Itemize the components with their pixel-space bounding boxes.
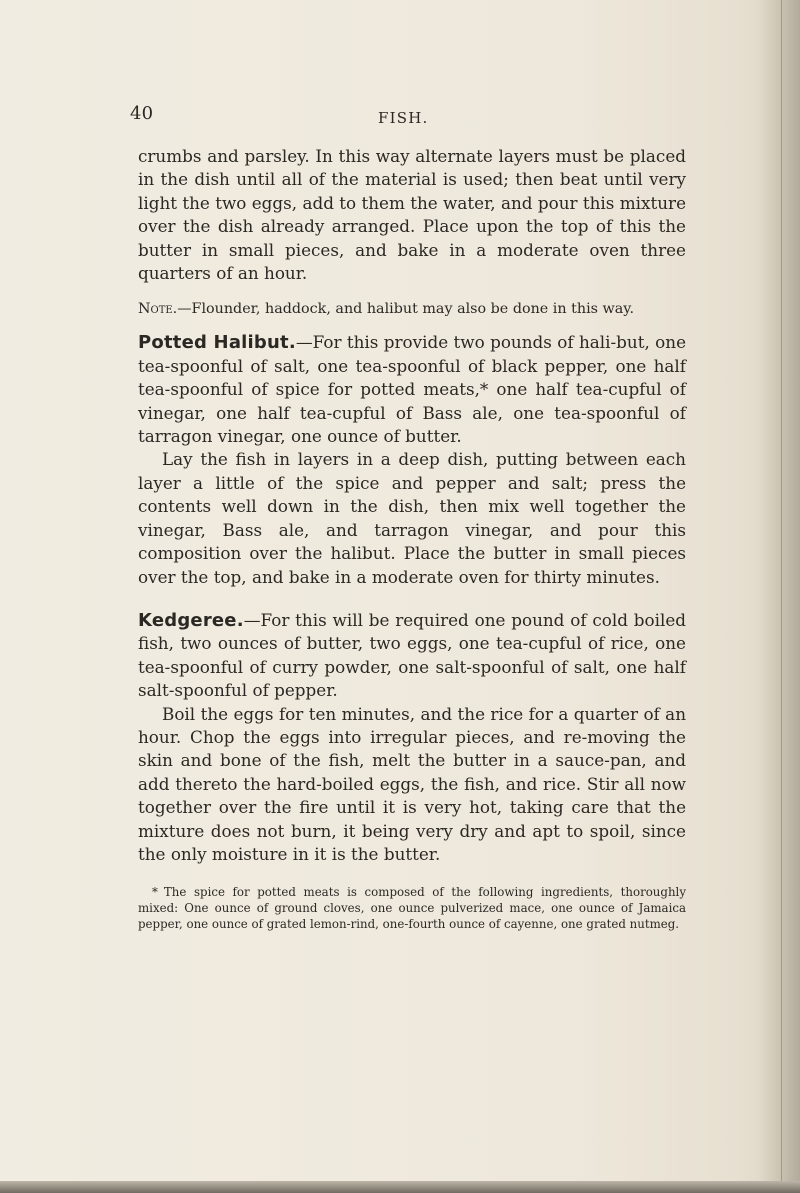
note-text: —Flounder, haddock, and halibut may also be done in this way. bbox=[177, 301, 635, 318]
page-edge-line bbox=[781, 0, 782, 1193]
note-label: Note. bbox=[138, 301, 178, 318]
potted-halibut-heading: Potted Halibut. bbox=[138, 332, 296, 354]
footnote-mark: * bbox=[152, 885, 158, 900]
running-head: FISH. bbox=[378, 109, 429, 127]
page-number: 40 bbox=[130, 103, 154, 124]
section-kedgeree bbox=[138, 609, 686, 866]
page-header bbox=[130, 103, 690, 133]
potted-halibut-body: Lay the fish in layers in a deep dish, putting between each layer a little of the spice and pepper and salt; press the contents well down in the dish, then mix well together the vinegar, Bass ale, and tarragon vinegar, and pour this composition over the halibut. Place the butter in small pieces over the top, and bake in a moderate oven for thirty minutes. bbox=[138, 449, 686, 587]
kedgeree-intro bbox=[138, 609, 686, 703]
note-paragraph bbox=[138, 299, 686, 319]
footnote-text: The spice for potted meats is composed of the following ingredients, thoroughly mixed: One ounce of ground cloves, one ounce pulverized mace, one ounce of Jamaica pepper, one ounce of grated lemon-rind, one-fourth ounce of cayenne, one grated nutmeg. bbox=[138, 885, 686, 932]
potted-halibut-intro bbox=[138, 331, 686, 448]
section-potted-halibut bbox=[138, 331, 686, 588]
opening-paragraph: crumbs and parsley. In this way alternate layers must be placed in the dish until all of the material is used; then beat until very light the two eggs, add to them the water, and pour this mixture over the dish already arranged. Place upon the top of this the butter in small pieces, and bake in a moderate oven three quarters of an hour. bbox=[138, 146, 686, 284]
kedgeree-heading: Kedgeree. bbox=[138, 609, 244, 631]
page-content bbox=[138, 145, 686, 944]
kedgeree-body: Boil the eggs for ten minutes, and the rice for a quarter of an hour. Chop the eggs into irregular pieces, and re-moving the skin and bone of the fish, melt the butter in a sauce-pan, and add thereto the hard-boiled eggs, the fish, and rice. Stir all now together over the fire until it is very hot, taking care that the mixture does not burn, it being very dry and apt to spoil, since the only moisture in it is the butter. bbox=[138, 703, 686, 864]
page-bottom-edge bbox=[0, 1181, 800, 1193]
page-edge-shadow bbox=[758, 0, 800, 1193]
kedgeree-lead: —For this will be required one pound of cold boiled fish, two ounces of butter, two eggs, one tea-cupful of rice, one tea-spoonful of curry powder, one salt-spoonful of salt, one half salt-spoonful of pepper. bbox=[138, 609, 686, 701]
footnote bbox=[138, 884, 686, 932]
potted-halibut-lead: —For this provide two pounds of hali-but, one tea-spoonful of salt, one tea-spoonful of black pepper, one half tea-spoonful of spice for potted meats,* one half tea-cupful of vinegar, one half tea-cupful of Bass ale, one tea-spoonful of tarragon vinegar, one ounce of butter. bbox=[138, 332, 686, 447]
